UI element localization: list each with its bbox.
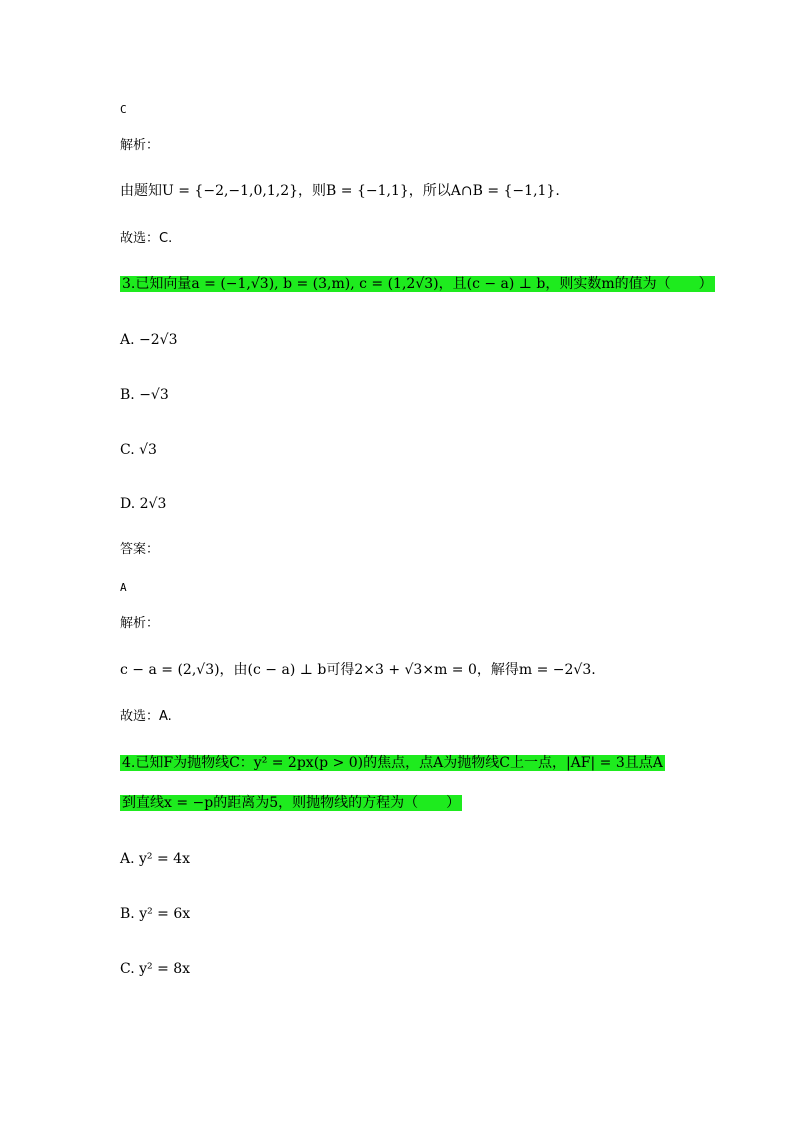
q4-option-a: A. y² = 4x [120, 851, 190, 867]
prev-answer-letter: C [120, 103, 127, 116]
q3-analysis-text: c − a = (2,√3)，由(c − a) ⊥ b可得2×3 + √3×m = 0，解得m = −2√3. [120, 662, 596, 678]
q3-answer-label: 答案： [120, 542, 160, 557]
q4-option-c: C. y² = 8x [120, 961, 191, 977]
q3-option-d: D. 2√3 [120, 496, 167, 512]
q3-choice: 故选：A. [120, 709, 172, 724]
prev-analysis-text: 由题知U = {−2,−1,0,1,2}，则B = {−1,1}，所以A∩B = {−1,1}. [120, 183, 560, 199]
q4-stem-line2-highlight: 到直线x = −p的距离为5，则抛物线的方程为（ ） [122, 795, 461, 811]
q4-stem-line1-highlight: 4.已知F为抛物线C：y² = 2px(p > 0)的焦点，点A为抛物线C上一点，|AF| = 3且点A [122, 755, 663, 771]
q4-option-b: B. y² = 6x [120, 906, 191, 922]
prev-choice: 故选：C. [120, 231, 173, 246]
q3-answer-letter: A [120, 581, 127, 594]
q3-stem [120, 274, 715, 294]
q3-option-c: C. √3 [120, 442, 157, 458]
prev-analysis-label: 解析： [120, 138, 160, 153]
q3-option-b: B. −√3 [120, 387, 169, 403]
q3-stem-highlight: 3.已知向量a = (−1,√3), b = (3,m), c = (1,2√3)，且(c − a) ⊥ b，则实数m的值为（ ） [122, 276, 713, 292]
q4-stem-line2 [120, 793, 462, 813]
q4-stem-line1 [120, 753, 665, 773]
q3-analysis-label: 解析： [120, 616, 160, 631]
q3-option-a: A. −2√3 [120, 332, 178, 348]
